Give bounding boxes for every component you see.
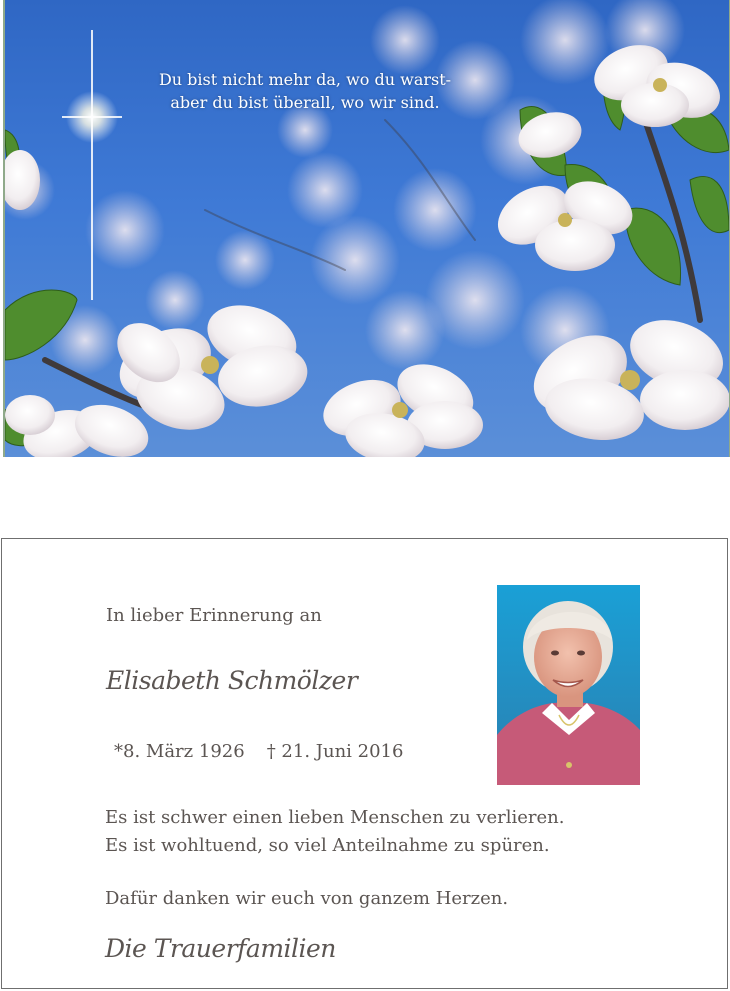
- quote-line-2: aber du bist überall, wo wir sind.: [170, 93, 440, 112]
- body-line-1: Es ist schwer einen lieben Menschen zu verlieren.: [105, 807, 565, 828]
- death-date: † 21. Juni 2016: [266, 741, 404, 762]
- memorial-quote: [125, 68, 485, 114]
- quote-line-1: Du bist nicht mehr da, wo du warst-: [158, 70, 452, 89]
- birth-date: *8. März 1926: [114, 741, 245, 762]
- condolence-text: [105, 804, 564, 860]
- intro-text: In lieber Erinnerung an: [106, 605, 322, 626]
- memorial-card: [1, 538, 728, 989]
- signature-text: Die Trauerfamilien: [105, 934, 336, 963]
- body-line-2: Es ist wohltuend, so viel Anteilnahme zu spüren.: [105, 835, 550, 856]
- blossom-photo: [3, 0, 730, 457]
- portrait-photo: [497, 585, 640, 785]
- thanks-text: Dafür danken wir euch von ganzem Herzen.: [105, 888, 509, 909]
- deceased-name: Elisabeth Schmölzer: [106, 666, 358, 695]
- life-dates: [114, 741, 403, 762]
